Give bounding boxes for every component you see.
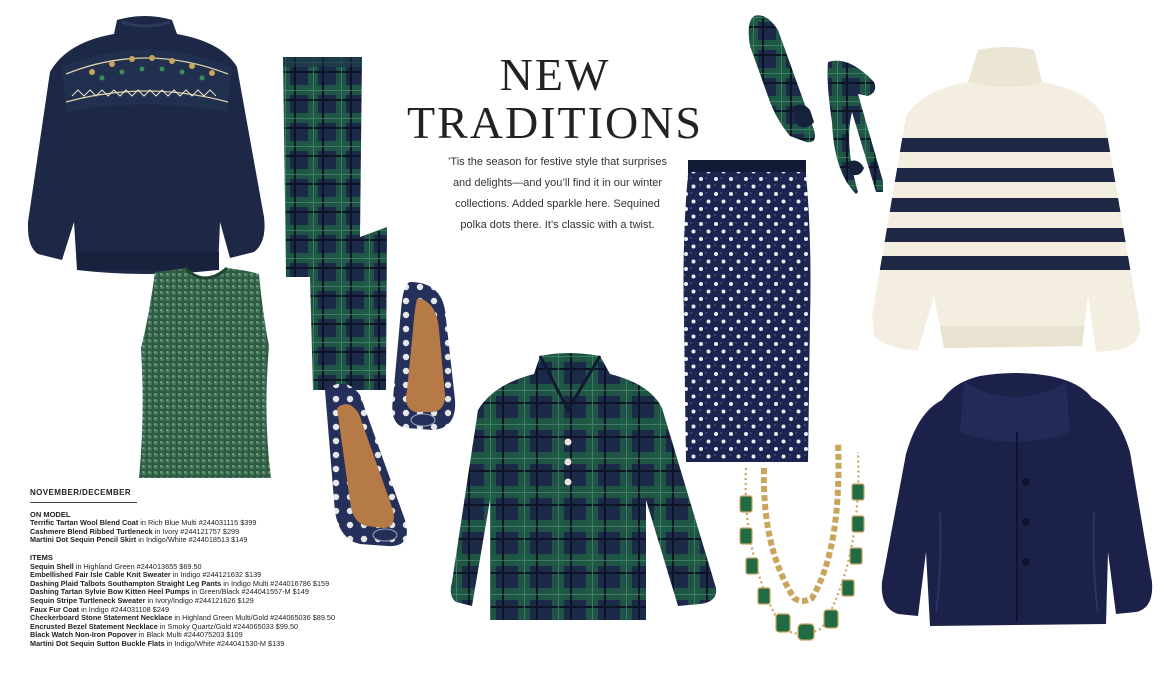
statement-necklace-image: [732, 428, 872, 648]
items-heading: ITEMS: [30, 552, 53, 562]
credit-line: Terrific Tartan Wool Blend Coat in Rich Blue Multi #244031115 $399: [30, 518, 257, 528]
plaid-popover-shirt-image: [450, 350, 720, 626]
credit-line: Encrusted Bezel Statement Necklace in Smoky Quartz/Gold #244065033 $99.50: [30, 621, 299, 631]
title-line-2: TRADITIONS: [407, 97, 703, 148]
sequin-stripe-turtleneck-image: [868, 46, 1142, 370]
on-model-heading: ON MODEL: [30, 509, 71, 519]
credit-line: Faux Fur Coat in Indigo #244031108 $249: [30, 604, 170, 614]
credit-line: Embellished Fair Isle Cable Knit Sweater in Indigo #244121632 $139: [30, 570, 262, 580]
sequin-shell-image: [135, 266, 275, 482]
intro-text: ’Tis the season for festive style that surprises and delights—and you’ll find it in our winter collections. Added sparkle here. Sequined polka dots there. It’s classic with a twist.: [447, 156, 668, 231]
fair-isle-sweater-image: [22, 12, 268, 286]
credit-line: Martini Dot Sequin Sutton Buckle Flats in Indigo/White #244041530-M $139: [30, 638, 285, 648]
title-line-1: NEW: [499, 49, 611, 100]
product-credits: [30, 489, 390, 649]
credit-line: Dashing Tartan Sylvie Bow Kitten Heel Pumps in Green/Black #244041557-M $149: [30, 587, 309, 597]
page-title: [405, 49, 705, 148]
credit-line: Sequin Stripe Turtleneck Sweater in Ivory/Indigo #244121626 $129: [30, 595, 254, 605]
credit-line: Sequin Shell in Highland Green #244013655 $69.50: [30, 561, 202, 571]
sequin-pencil-skirt-image: [682, 160, 812, 465]
credit-line: Cashmere Blend Ribbed Turtleneck in Ivory #244121757 $299: [30, 526, 240, 536]
credit-line: Black Watch Non-Iron Popover in Black Multi #244075203 $109: [30, 630, 243, 640]
issue-month: NOVEMBER/DECEMBER: [30, 489, 137, 503]
faux-fur-coat-image: [880, 372, 1155, 630]
credit-line: Martini Dot Sequin Pencil Skirt in Indigo/White #244018513 $149: [30, 535, 248, 545]
credit-line: Checkerboard Stone Statement Necklace in Highland Green Multi/Gold #244065036 $89.50: [30, 613, 336, 623]
credit-line: Dashing Plaid Talbots Southampton Straight Leg Pants in Indigo Multi #244016786 $159: [30, 578, 330, 588]
